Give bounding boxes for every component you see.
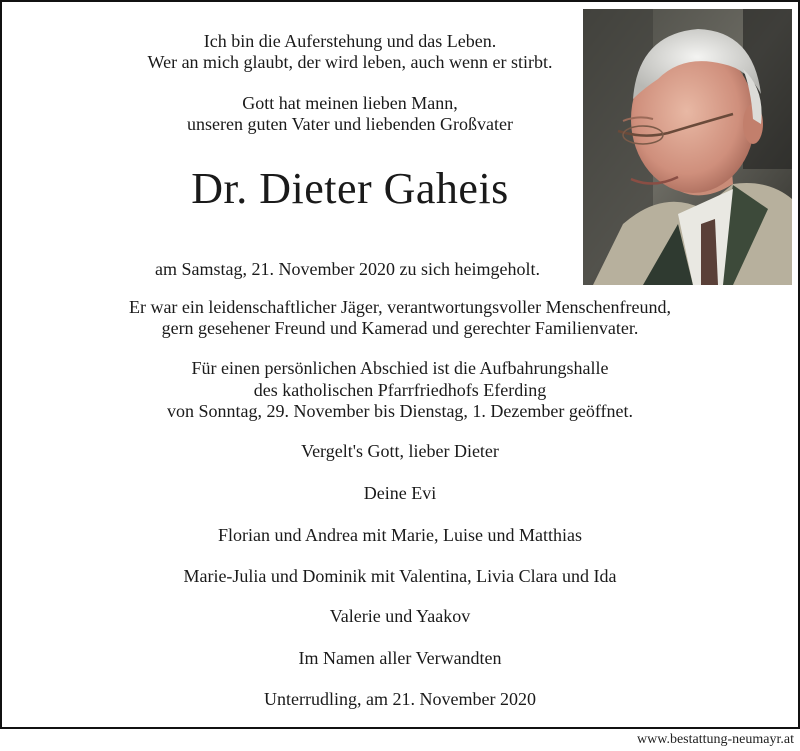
place-date-line: Unterrudling, am 21. November 2020 — [264, 689, 536, 709]
mourner-line: Deine Evi — [363, 483, 437, 503]
mourner-line: Valerie und Yaakov — [329, 606, 471, 626]
deceased-name: Dr. Dieter Gaheis — [191, 164, 509, 213]
funeral-home-url[interactable]: www.bestattung-neumayr.at — [637, 732, 794, 747]
tribute-line-1: Er war ein leidenschaftlicher Jäger, verantwortungsvoller Menschenfreund, — [128, 297, 672, 317]
announcement-line-2: unseren guten Vater und liebenden Großvater — [186, 114, 514, 134]
mourner-line: Marie-Julia und Dominik mit Valentina, Livia Clara und Ida — [183, 566, 617, 586]
bible-verse-line-2: Wer an mich glaubt, der wird leben, auch wenn er stirbt. — [147, 52, 553, 72]
tribute-line-2: gern gesehener Freund und Kamerad und gerechter Familienvater. — [161, 318, 639, 338]
farewell-line-2: des katholischen Pfarrfriedhofs Eferding — [253, 380, 547, 400]
bible-verse-line-1: Ich bin die Auferstehung und das Leben. — [203, 31, 497, 51]
mourner-line: Im Namen aller Verwandten — [298, 648, 502, 668]
farewell-line-1: Für einen persönlichen Abschied ist die Aufbahrungshalle — [191, 358, 609, 378]
mourner-line: Florian und Andrea mit Marie, Luise und Matthias — [218, 525, 582, 545]
mourner-line: Vergelt's Gott, lieber Dieter — [301, 441, 499, 461]
portrait-photo — [583, 9, 792, 285]
death-date-line: am Samstag, 21. November 2020 zu sich heimgeholt. — [155, 259, 540, 279]
announcement-line-1: Gott hat meinen lieben Mann, — [242, 93, 458, 113]
farewell-line-3: von Sonntag, 29. November bis Dienstag, 1. Dezember geöffnet. — [166, 401, 634, 421]
